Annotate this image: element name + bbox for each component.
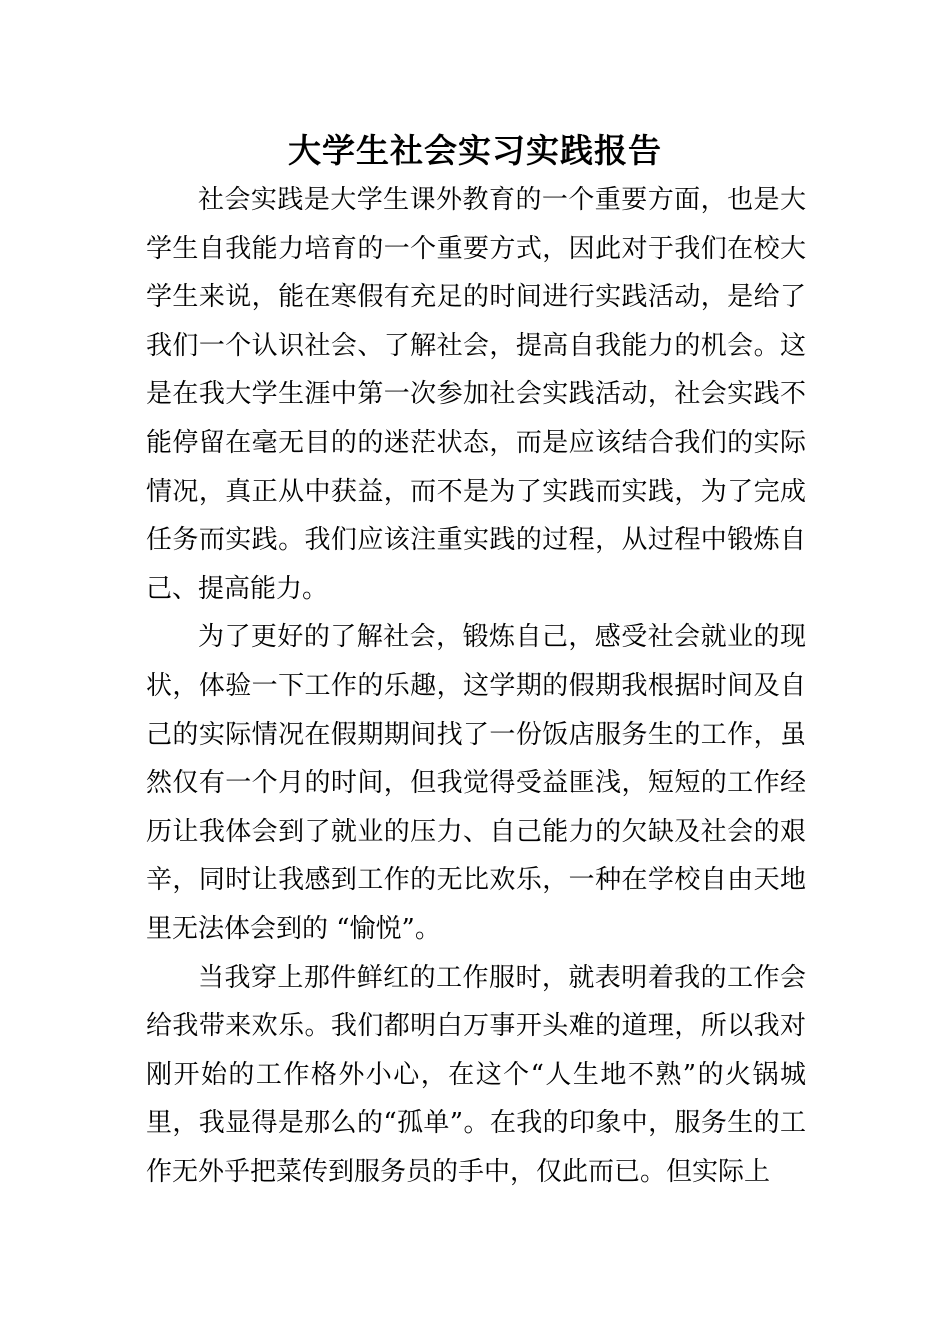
paragraph: 当我穿上那件鲜红的工作服时，就表明着我的工作会给我带来欢乐。我们都明白万事开头难的道理，所以我对刚开始的工作格外小心，在这个“人生地不熟”的火锅城里，我显得是那么的“孤单”。在我的印象中，服务生的工作无外乎把菜传到服务员的手中，仅此而已。但实际上 [146, 962, 806, 1187]
document-body [146, 176, 806, 1196]
paragraph: 社会实践是大学生课外教育的一个重要方面，也是大学生自我能力培育的一个重要方式，因此对于我们在校大学生来说，能在寒假有充足的时间进行实践活动，是给了我们一个认识社会、了解社会，提高自我能力的机会。这是在我大学生涯中第一次参加社会实践活动，社会实践不能停留在毫无目的的迷茫状态，而是应该结合我们的实际情况，真正从中获益，而不是为了实践而实践，为了完成任务而实践。我们应该注重实践的过程，从过程中锻炼自己、提高能力。 [146, 185, 806, 604]
document-title: 大学生社会实习实践报告 [288, 131, 662, 170]
paragraph: 为了更好的了解社会，锻炼自己，感受社会就业的现状，体验一下工作的乐趣，这学期的假期我根据时间及自己的实际情况在假期期间找了一份饭店服务生的工作，虽然仅有一个月的时间，但我觉得受益匪浅，短短的工作经历让我体会到了就业的压力、自己能力的欠缺及社会的艰辛，同时让我感到工作的无比欢乐，一种在学校自由天地里无法体会到的 “愉悦”。 [146, 622, 806, 944]
